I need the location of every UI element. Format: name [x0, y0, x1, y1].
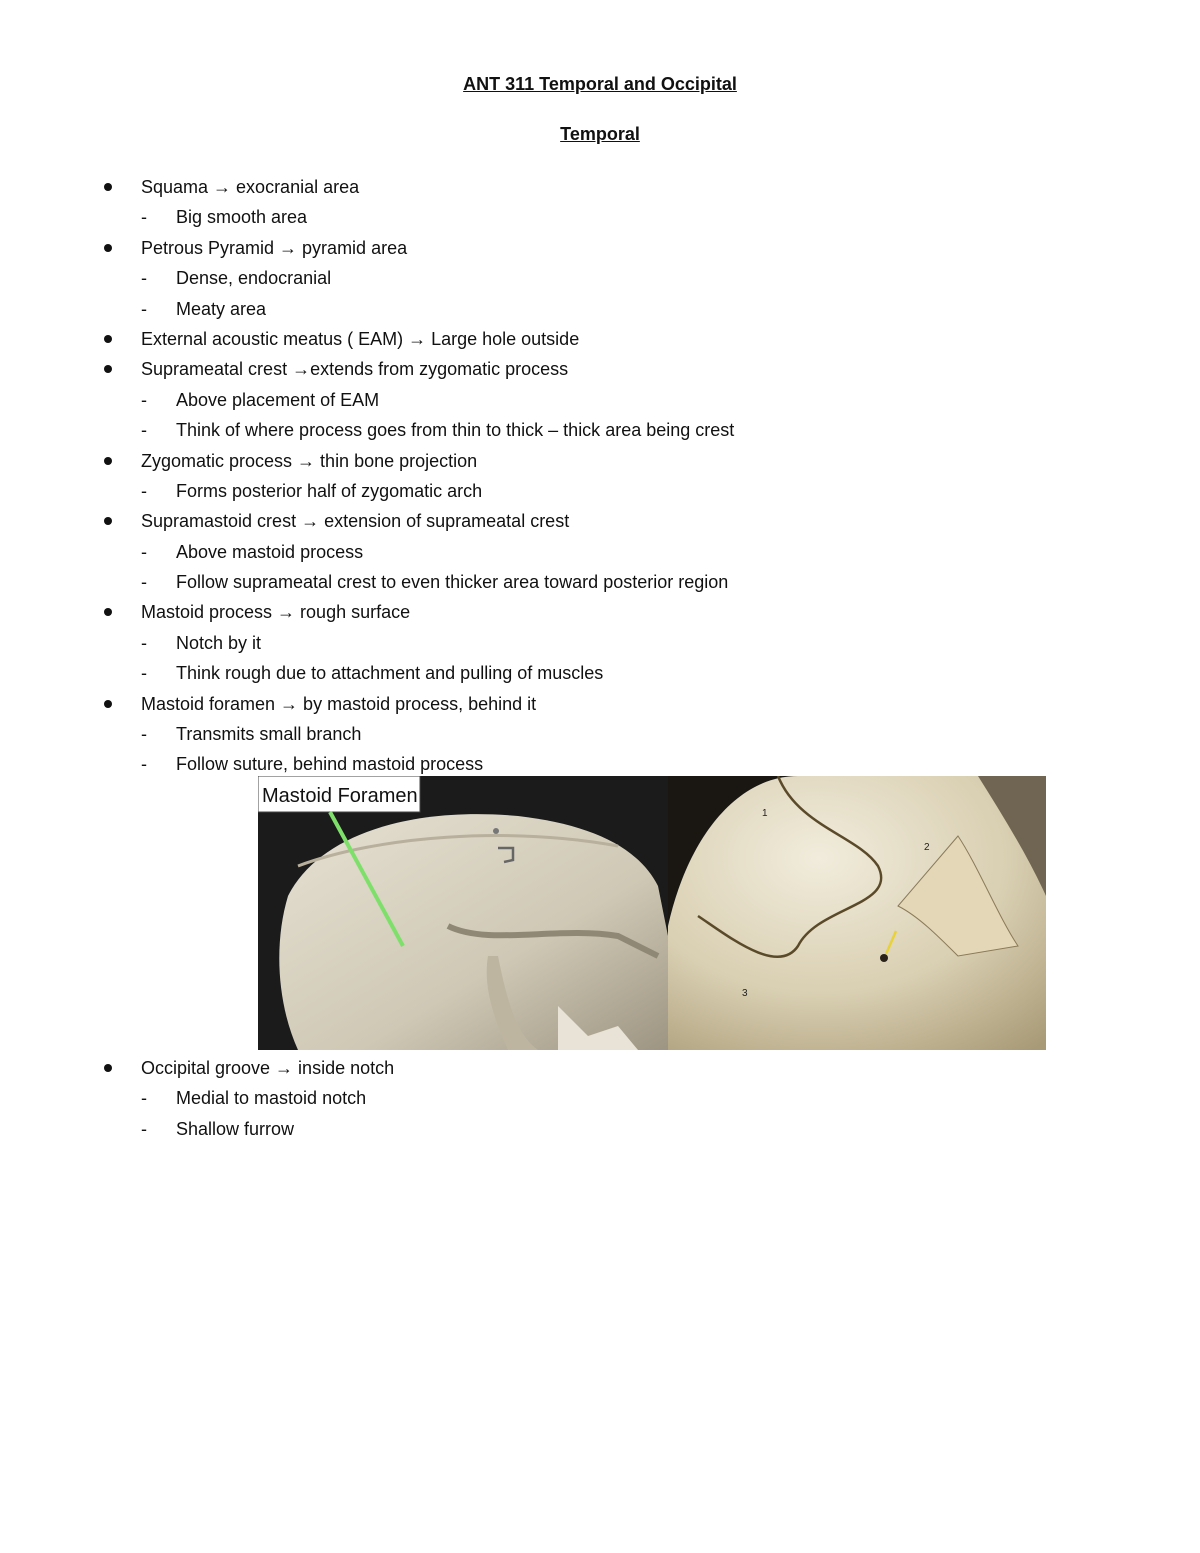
sub-item-text: Above mastoid process — [176, 541, 364, 562]
bullet-item — [100, 597, 1100, 627]
sub-item-text: Dense, endocranial — [176, 268, 332, 289]
bullet-icon — [104, 608, 112, 616]
dash-icon: - — [141, 420, 147, 441]
sub-item — [100, 202, 1100, 232]
bullet-item — [100, 172, 1100, 202]
dash-icon: - — [141, 541, 147, 562]
sub-item — [100, 537, 1100, 567]
sub-item-text: Shallow furrow — [176, 1118, 295, 1139]
section-heading: Temporal — [560, 124, 640, 144]
sub-item — [100, 1083, 1100, 1113]
bullet-item — [100, 354, 1100, 384]
bullet-text: Petrous Pyramid → pyramid area — [141, 237, 408, 258]
sub-item — [100, 658, 1100, 688]
sub-item — [100, 415, 1100, 445]
bullet-text: Occipital groove → inside notch — [141, 1058, 395, 1078]
dash-icon: - — [141, 572, 147, 593]
bullet-list — [100, 172, 1100, 780]
marker-3: 3 — [742, 988, 748, 999]
document-title: ANT 311 Temporal and Occipital — [463, 74, 737, 94]
bullet-text: Supramastoid crest → extension of suprameatal crest — [141, 511, 570, 532]
sub-item — [100, 294, 1100, 324]
bullet-text: Zygomatic process → thin bone projection — [141, 450, 478, 471]
sub-item-text: Big smooth area — [176, 207, 308, 228]
bullet-item — [100, 506, 1100, 536]
sub-item-text: Think rough due to attachment and pulling of muscles — [176, 663, 604, 684]
dash-icon: - — [141, 268, 147, 289]
sub-item-text: Forms posterior half of zygomatic arch — [176, 480, 483, 501]
bullet-text: External acoustic meatus ( EAM) → Large hole outside — [141, 328, 580, 349]
bullet-icon — [104, 457, 112, 465]
figure-label: Mastoid Foramen — [262, 785, 418, 807]
sub-item-text: Above placement of EAM — [176, 389, 380, 410]
bullet-icon — [104, 244, 112, 252]
bullet-text: Mastoid process → rough surface — [141, 602, 411, 623]
bullet-icon — [104, 335, 112, 343]
sub-item-text: Follow suprameatal crest to even thicker area toward posterior region — [176, 572, 729, 593]
sub-item-text: Think of where process goes from thin to thick – thick area being crest — [176, 420, 735, 441]
sub-item — [100, 476, 1100, 506]
sub-item-text: Medial to mastoid notch — [176, 1088, 367, 1109]
skull-photos-illustration — [258, 776, 1046, 1050]
dash-icon: - — [141, 298, 147, 319]
marker-1: 1 — [762, 808, 768, 819]
marker-2: 2 — [924, 842, 930, 853]
dash-icon: - — [141, 389, 147, 410]
sub-item — [100, 719, 1100, 749]
bullet-text: Suprameatal crest →extends from zygomatic process — [141, 359, 569, 380]
dash-icon: - — [141, 724, 147, 745]
sub-item — [100, 263, 1100, 293]
bullet-icon — [104, 517, 112, 525]
bullet-list-continued — [100, 1053, 1100, 1144]
skull-figure — [258, 776, 1046, 1050]
dash-icon: - — [141, 1088, 147, 1109]
sub-item — [100, 567, 1100, 597]
dash-icon: - — [141, 632, 147, 653]
bullet-item — [100, 233, 1100, 263]
bullet-text: Squama → exocranial area — [141, 177, 360, 197]
bullet-icon — [104, 365, 112, 373]
bullet-item — [100, 1053, 1100, 1083]
dash-icon: - — [141, 1118, 147, 1139]
bullet-icon — [104, 183, 112, 191]
sub-item — [100, 385, 1100, 415]
dash-icon: - — [141, 754, 147, 775]
dash-icon: - — [141, 663, 147, 684]
sub-item-text: Notch by it — [176, 632, 262, 653]
bullet-icon — [104, 700, 112, 708]
sub-item-text: Meaty area — [176, 298, 267, 319]
bullet-item — [100, 689, 1100, 719]
sub-item — [100, 1114, 1100, 1144]
sub-item — [100, 628, 1100, 658]
dash-icon: - — [141, 207, 147, 228]
bullet-icon — [104, 1064, 112, 1072]
bullet-text: Mastoid foramen → by mastoid process, behind it — [141, 693, 537, 714]
dash-icon: - — [141, 480, 147, 501]
sub-item-text: Transmits small branch — [176, 724, 362, 745]
sub-item-text: Follow suture, behind mastoid process — [176, 754, 484, 775]
bullet-item — [100, 324, 1100, 354]
bullet-item — [100, 446, 1100, 476]
